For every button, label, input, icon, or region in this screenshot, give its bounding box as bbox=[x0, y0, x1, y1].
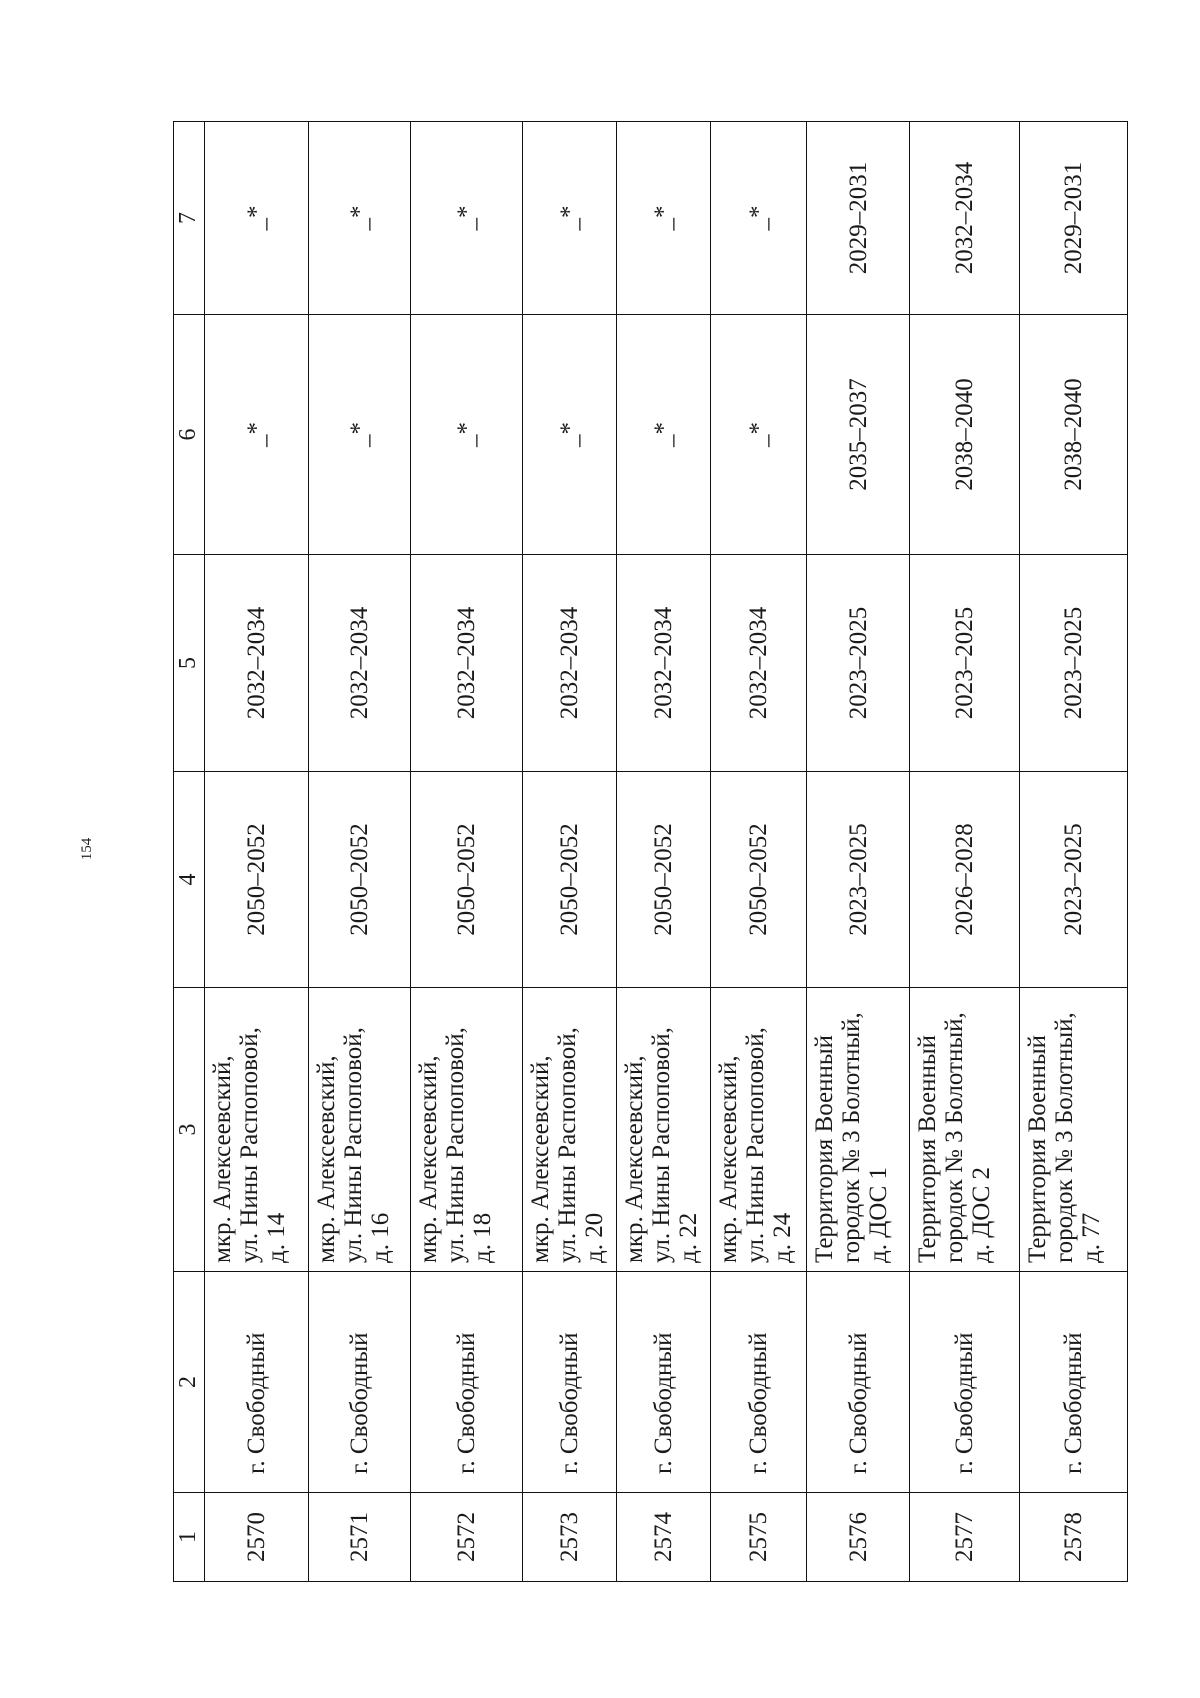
address-cell bbox=[205, 988, 309, 1272]
city-cell: г. Свободный bbox=[807, 1272, 910, 1493]
header-cell: 3 bbox=[174, 988, 205, 1272]
row-number-cell: 2570 bbox=[205, 1493, 309, 1582]
header-cell: 2 bbox=[174, 1272, 205, 1493]
period-cell-col4: 2050–2052 bbox=[711, 772, 807, 988]
table-row bbox=[910, 122, 1019, 1582]
table-row bbox=[411, 122, 522, 1582]
address-line: мкр. Алексеевский, bbox=[209, 1055, 237, 1263]
period-cell-col7: _* bbox=[711, 122, 807, 315]
address-line: ул. Нины Распоповой, bbox=[236, 1027, 264, 1263]
city-cell: г. Свободный bbox=[910, 1272, 1019, 1493]
address-line: мкр. Алексеевский, bbox=[313, 1055, 341, 1263]
address-line: д. 24 bbox=[769, 1212, 797, 1263]
city-cell: г. Свободный bbox=[522, 1272, 616, 1493]
address-line: д. ДОС 1 bbox=[865, 1166, 893, 1263]
table-row bbox=[616, 122, 711, 1582]
period-cell-col4: 2023–2025 bbox=[1019, 772, 1127, 988]
header-cell: 5 bbox=[174, 555, 205, 772]
address-line: ул. Нины Распоповой, bbox=[647, 1027, 675, 1263]
period-cell-col5: 2032–2034 bbox=[411, 555, 522, 772]
address-line: городок № 3 Болотный, bbox=[1050, 1012, 1078, 1263]
address-cell bbox=[309, 988, 411, 1272]
period-cell-col5: 2032–2034 bbox=[205, 555, 309, 772]
period-cell-col7: _* bbox=[522, 122, 616, 315]
table-row bbox=[1019, 122, 1127, 1582]
address-line: ул. Нины Распоповой, bbox=[340, 1027, 368, 1263]
header-cell: 6 bbox=[174, 315, 205, 555]
city-cell: г. Свободный bbox=[711, 1272, 807, 1493]
address-cell bbox=[1019, 988, 1127, 1272]
period-cell-col6: 2038–2040 bbox=[910, 315, 1019, 555]
period-cell-col5: 2023–2025 bbox=[910, 555, 1019, 772]
row-number-cell: 2576 bbox=[807, 1493, 910, 1582]
address-line: д. 18 bbox=[469, 1212, 497, 1263]
address-line: д. 22 bbox=[674, 1212, 702, 1263]
header-row bbox=[174, 122, 205, 1582]
period-cell-col4: 2050–2052 bbox=[205, 772, 309, 988]
period-cell-col6: 2035–2037 bbox=[807, 315, 910, 555]
address-line: ул. Нины Распоповой, bbox=[553, 1027, 581, 1263]
period-cell-col6: _* bbox=[616, 315, 711, 555]
period-cell-col7: 2029–2031 bbox=[807, 122, 910, 315]
city-cell: г. Свободный bbox=[1019, 1272, 1127, 1493]
address-line: мкр. Алексеевский, bbox=[526, 1055, 554, 1263]
address-line: городок № 3 Болотный, bbox=[838, 1012, 866, 1263]
period-cell-col5: 2023–2025 bbox=[1019, 555, 1127, 772]
rotated-table-container bbox=[173, 122, 1128, 1582]
row-number-cell: 2573 bbox=[522, 1493, 616, 1582]
period-cell-col4: 2026–2028 bbox=[910, 772, 1019, 988]
table-row bbox=[205, 122, 309, 1582]
period-cell-col4: 2050–2052 bbox=[411, 772, 522, 988]
address-line: д. 20 bbox=[580, 1212, 608, 1263]
period-cell-col6: 2038–2040 bbox=[1019, 315, 1127, 555]
period-cell-col7: _* bbox=[616, 122, 711, 315]
header-cell: 1 bbox=[174, 1493, 205, 1582]
period-cell-col5: 2023–2025 bbox=[807, 555, 910, 772]
row-number-cell: 2574 bbox=[616, 1493, 711, 1582]
header-cell: 4 bbox=[174, 772, 205, 988]
address-line: д. 16 bbox=[367, 1212, 395, 1263]
period-cell-col7: 2032–2034 bbox=[910, 122, 1019, 315]
address-cell bbox=[711, 988, 807, 1272]
period-cell-col4: 2050–2052 bbox=[309, 772, 411, 988]
address-line: мкр. Алексеевский, bbox=[715, 1055, 743, 1263]
table-body bbox=[174, 122, 1128, 1582]
table-row bbox=[522, 122, 616, 1582]
address-line: ул. Нины Распоповой, bbox=[442, 1027, 470, 1263]
address-line: д. 14 bbox=[263, 1212, 291, 1263]
address-cell bbox=[807, 988, 910, 1272]
address-line: Территория Военный bbox=[1023, 1034, 1051, 1263]
address-cell bbox=[522, 988, 616, 1272]
period-cell-col5: 2032–2034 bbox=[522, 555, 616, 772]
table-row bbox=[711, 122, 807, 1582]
period-cell-col4: 2050–2052 bbox=[522, 772, 616, 988]
row-number-cell: 2572 bbox=[411, 1493, 522, 1582]
address-line: ул. Нины Распоповой, bbox=[742, 1027, 770, 1263]
address-line: д. 77 bbox=[1077, 1212, 1105, 1263]
period-cell-col6: _* bbox=[309, 315, 411, 555]
row-number-cell: 2575 bbox=[711, 1493, 807, 1582]
address-line: мкр. Алексеевский, bbox=[620, 1055, 648, 1263]
table-row bbox=[807, 122, 910, 1582]
city-cell: г. Свободный bbox=[205, 1272, 309, 1493]
period-cell-col4: 2023–2025 bbox=[807, 772, 910, 988]
period-cell-col5: 2032–2034 bbox=[309, 555, 411, 772]
address-line: д. ДОС 2 bbox=[968, 1166, 996, 1263]
period-cell-col7: 2029–2031 bbox=[1019, 122, 1127, 315]
header-cell: 7 bbox=[174, 122, 205, 315]
period-cell-col6: _* bbox=[522, 315, 616, 555]
address-line: Территория Военный bbox=[811, 1034, 839, 1263]
city-cell: г. Свободный bbox=[616, 1272, 711, 1493]
period-cell-col6: _* bbox=[711, 315, 807, 555]
row-number-cell: 2577 bbox=[910, 1493, 1019, 1582]
address-line: мкр. Алексеевский, bbox=[415, 1055, 443, 1263]
data-table bbox=[173, 121, 1128, 1582]
period-cell-col4: 2050–2052 bbox=[616, 772, 711, 988]
page-number: 154 bbox=[78, 837, 95, 861]
period-cell-col7: _* bbox=[309, 122, 411, 315]
address-cell bbox=[910, 988, 1019, 1272]
address-line: городок № 3 Болотный, bbox=[941, 1012, 969, 1263]
period-cell-col7: _* bbox=[205, 122, 309, 315]
row-number-cell: 2571 bbox=[309, 1493, 411, 1582]
table-row bbox=[309, 122, 411, 1582]
period-cell-col5: 2032–2034 bbox=[616, 555, 711, 772]
address-cell bbox=[616, 988, 711, 1272]
address-line: Территория Военный bbox=[914, 1034, 942, 1263]
period-cell-col7: _* bbox=[411, 122, 522, 315]
row-number-cell: 2578 bbox=[1019, 1493, 1127, 1582]
city-cell: г. Свободный bbox=[309, 1272, 411, 1493]
period-cell-col5: 2032–2034 bbox=[711, 555, 807, 772]
period-cell-col6: _* bbox=[205, 315, 309, 555]
city-cell: г. Свободный bbox=[411, 1272, 522, 1493]
period-cell-col6: _* bbox=[411, 315, 522, 555]
address-cell bbox=[411, 988, 522, 1272]
